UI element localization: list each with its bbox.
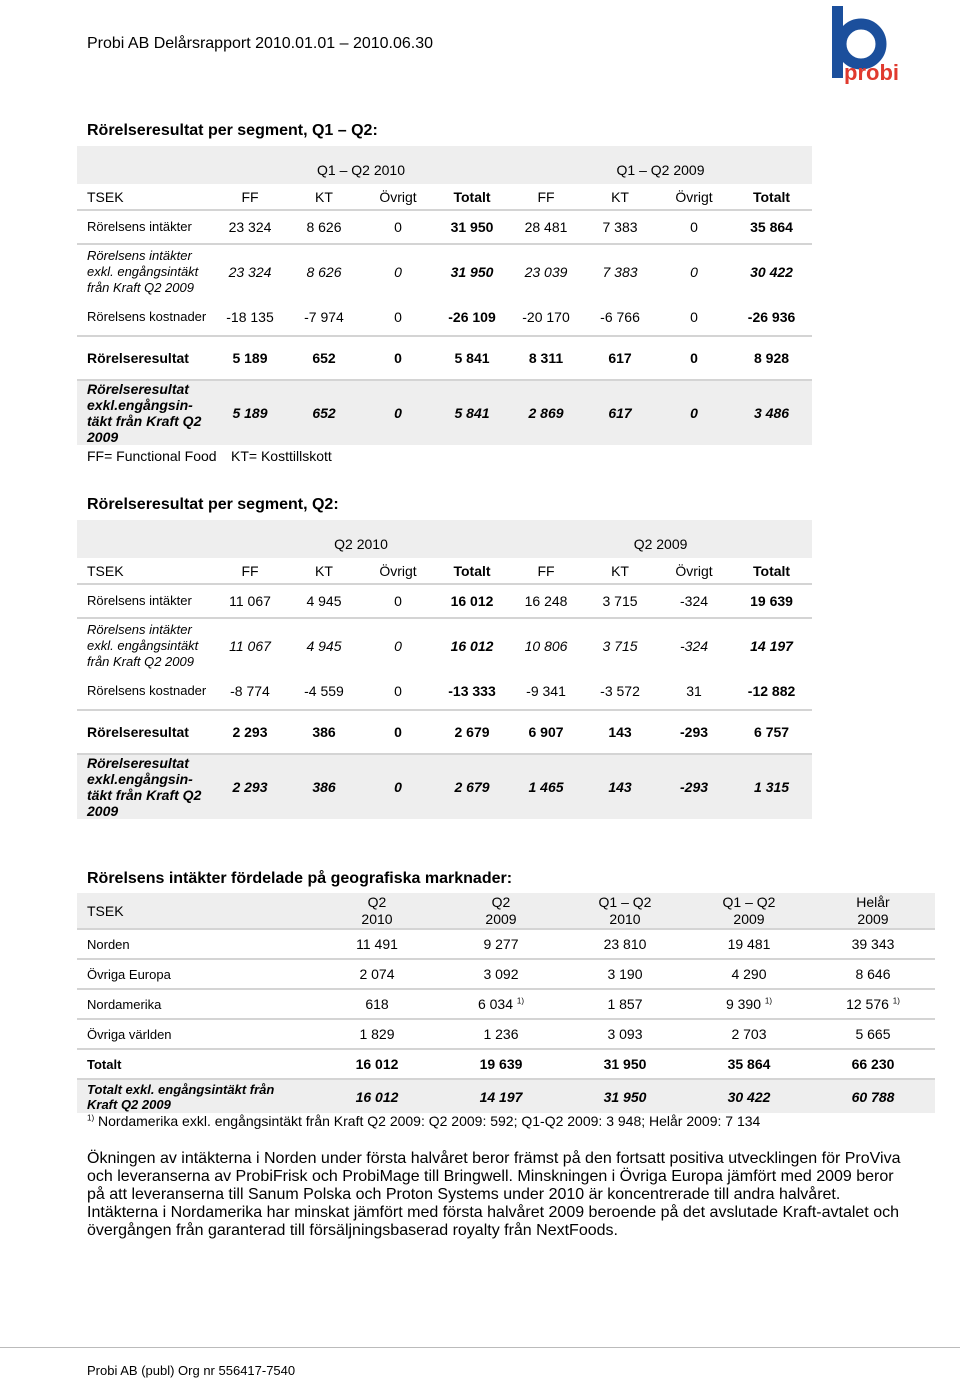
column-header: Q2 2009	[439, 893, 563, 929]
table-cell: 0	[361, 380, 435, 445]
table-cell: 23 324	[228, 263, 272, 280]
table-cell: 2 869	[509, 380, 583, 445]
table-cell: 31	[657, 672, 731, 710]
table-cell: 28 481	[509, 210, 583, 244]
table-cell: 11 067	[213, 584, 287, 618]
footer-text: Probi AB (publ) Org nr 556417-7540	[87, 1363, 296, 1378]
table-cell: -12 882	[731, 672, 812, 710]
table-cell: 652	[287, 336, 361, 380]
table-cell: 0	[361, 336, 435, 380]
table-cell: 0	[657, 210, 731, 244]
table-cell: 386	[287, 710, 361, 754]
table-cell: 4 290	[687, 959, 811, 989]
table-row	[77, 380, 812, 445]
table-cell: 2 679	[435, 754, 509, 819]
table-cell: 2 293	[213, 710, 287, 754]
table-cell: 143	[583, 754, 657, 819]
table-cell: 19 481	[687, 929, 811, 959]
table-cell: 652	[287, 380, 361, 445]
column-header: Totalt	[731, 184, 812, 210]
table-cell: 5 841	[435, 336, 509, 380]
table-cell: 6 907	[509, 710, 583, 754]
segment-table-q2	[77, 520, 812, 819]
column-header: FF	[509, 558, 583, 584]
table-cell: 0	[394, 263, 402, 280]
column-header: Q1 – Q2 2009	[687, 893, 811, 929]
table-cell: 3 715	[583, 584, 657, 618]
table-cell: 66 230	[811, 1049, 935, 1079]
table-cell: 31 950	[563, 1049, 687, 1079]
table-cell: -13 333	[435, 672, 509, 710]
column-header: KT	[583, 558, 657, 584]
table-cell: 1 236	[439, 1019, 563, 1049]
probi-logo-icon	[828, 4, 912, 84]
row-label: Rörelsens kostnader	[77, 298, 213, 336]
row-label: Rörelsens kostnader	[77, 672, 213, 710]
table-cell: -6 766	[583, 298, 657, 336]
table-cell: 0	[361, 584, 435, 618]
column-header: Totalt	[731, 558, 812, 584]
table-row	[77, 672, 812, 710]
row-label: Totalt exkl. engångsintäkt från Kraft Q2 2009	[77, 1079, 315, 1113]
logo-wordmark: probi	[844, 60, 899, 84]
table-row	[77, 244, 812, 298]
section-title-geo: Rörelsens intäkter fördelade på geografiska marknader:	[87, 870, 513, 887]
table-row	[77, 754, 812, 819]
table-cell: 617	[583, 380, 657, 445]
table-cell: 0	[657, 298, 731, 336]
column-header: FF	[213, 184, 287, 210]
table-row	[77, 1049, 935, 1079]
table-cell: 7 383	[583, 210, 657, 244]
row-label: Rörelseresultat	[77, 710, 213, 754]
table-cell: 4 945	[306, 637, 342, 654]
table-cell: 2 293	[213, 754, 287, 819]
table-cell: -7 974	[287, 298, 361, 336]
table-cell: 0	[657, 380, 731, 445]
table-cell: 16 012	[315, 1079, 439, 1113]
period-header-1: Q2 2010	[213, 520, 509, 558]
table-cell: 12 576 $^{1)}$	[811, 989, 935, 1019]
table-cell: -293	[657, 710, 731, 754]
table-cell: 1 829	[315, 1019, 439, 1049]
table-cell: 31 950	[435, 210, 509, 244]
table-cell: 0	[361, 672, 435, 710]
table-cell: 35 864	[687, 1049, 811, 1079]
column-header: Övrigt	[361, 558, 435, 584]
footnote-ref: 1)	[892, 996, 900, 1006]
table-cell: 16 012	[450, 637, 494, 654]
table-cell: 16 248	[509, 584, 583, 618]
table-cell: 19 639	[731, 584, 812, 618]
column-header: Övrigt	[361, 184, 435, 210]
table-cell: 19 639	[439, 1049, 563, 1079]
table-cell: -324	[680, 637, 709, 654]
row-label: Övriga Europa	[77, 959, 315, 989]
segment-table-q1q2	[77, 146, 812, 445]
table-cell: 618	[315, 989, 439, 1019]
table-cell: 8 646	[811, 959, 935, 989]
table-cell: 8 626	[287, 210, 361, 244]
table-row	[77, 298, 812, 336]
table-cell: 8 311	[509, 336, 583, 380]
row-label: Rörelseresultat	[77, 336, 213, 380]
footnote-ff: FF= Functional Food	[87, 448, 217, 464]
table-cell: 14 197	[439, 1079, 563, 1113]
column-header: Totalt	[435, 184, 509, 210]
table-cell: 3 486	[731, 380, 812, 445]
table-cell: 10 806	[524, 637, 568, 654]
row-label: Rörelsens intäkter	[77, 584, 213, 618]
table-cell: -3 572	[583, 672, 657, 710]
table-cell: 11 067	[229, 637, 271, 654]
table-cell: 11 491	[315, 929, 439, 959]
column-header: TSEK	[77, 558, 213, 584]
table-cell: -293	[657, 754, 731, 819]
row-label: Rörelsens intäkter exkl. engångsintäkt från Kraft Q2 2009	[87, 621, 199, 669]
table-cell: 31 950	[563, 1079, 687, 1113]
table-cell: -8 774	[213, 672, 287, 710]
column-header: TSEK	[77, 184, 213, 210]
table-cell: 35 864	[731, 210, 812, 244]
column-header: KT	[583, 184, 657, 210]
table-cell: 6 034 $^{1)}$	[439, 989, 563, 1019]
table-cell: 0	[361, 710, 435, 754]
table-cell: 0	[690, 263, 698, 280]
table-cell: 16 012	[315, 1049, 439, 1079]
column-header: KT	[287, 184, 361, 210]
footnote-ref: 1)	[764, 996, 773, 1006]
row-label: Rörelseresultat exkl.engångsin-täkt från Kraft Q2 2009	[77, 754, 213, 819]
table-row	[77, 710, 812, 754]
table-cell: 1 465	[509, 754, 583, 819]
table-cell: 14 197	[750, 637, 793, 654]
table-cell: 0	[361, 754, 435, 819]
table-cell: 617	[583, 336, 657, 380]
table-row	[77, 1079, 935, 1113]
table-cell: 3 190	[563, 959, 687, 989]
table-cell: 0	[394, 637, 402, 654]
footer-divider	[0, 1347, 960, 1348]
table-cell: 4 945	[287, 584, 361, 618]
table-cell: 5 665	[811, 1019, 935, 1049]
table-row	[77, 1019, 935, 1049]
column-header: FF	[509, 184, 583, 210]
row-label: Övriga världen	[77, 1019, 315, 1049]
table-cell: 2 703	[687, 1019, 811, 1049]
table-cell: 143	[583, 710, 657, 754]
table-cell: -9 341	[509, 672, 583, 710]
table-cell: 30 422	[687, 1079, 811, 1113]
column-header: Övrigt	[657, 558, 731, 584]
table-cell: 6 757	[731, 710, 812, 754]
section-title-seg-q2: Rörelseresultat per segment, Q2:	[87, 496, 339, 513]
table-cell: 3 092	[439, 959, 563, 989]
column-header: TSEK	[77, 893, 315, 929]
table-cell: 23 810	[563, 929, 687, 959]
table-cell: 1 857	[563, 989, 687, 1019]
column-header: Helår 2009	[811, 893, 935, 929]
table-row	[77, 210, 812, 244]
table-cell: -18 135	[213, 298, 287, 336]
period-header-2: Q1 – Q2 2009	[509, 146, 812, 184]
table-cell: 386	[287, 754, 361, 819]
table-row	[77, 959, 935, 989]
footnote-kt: KT= Kosttillskott	[231, 448, 332, 464]
footnote-ref: 1)	[516, 996, 525, 1006]
column-header: KT	[287, 558, 361, 584]
row-label: Nordamerika	[77, 989, 315, 1019]
table-cell: 0	[361, 298, 435, 336]
geo-footnote-text: Nordamerika exkl. engångsintäkt från Kraft Q2 2009: Q2 2009: 592; Q1-Q2 2009: 3 948; Helår 2009: 7 134	[98, 1113, 761, 1129]
column-header: Q1 – Q2 2010	[563, 893, 687, 929]
table-cell: 9 277	[439, 929, 563, 959]
table-cell: 5 841	[435, 380, 509, 445]
table-row	[77, 929, 935, 959]
geo-footnote	[87, 1113, 760, 1129]
table-row	[77, 618, 812, 672]
table-cell: 31 950	[450, 263, 494, 280]
geographic-table	[77, 893, 935, 1113]
table-cell: 5 189	[213, 336, 287, 380]
table-cell: -324	[657, 584, 731, 618]
table-cell: 3 715	[602, 637, 638, 654]
table-cell: 23 324	[213, 210, 287, 244]
table-cell: 39 343	[811, 929, 935, 959]
table-cell: 5 189	[213, 380, 287, 445]
table-cell: 2 679	[435, 710, 509, 754]
column-header: Q2 2010	[315, 893, 439, 929]
period-header-2: Q2 2009	[509, 520, 812, 558]
period-header-1: Q1 – Q2 2010	[213, 146, 509, 184]
column-header: FF	[213, 558, 287, 584]
table-cell: -4 559	[287, 672, 361, 710]
column-header: Totalt	[435, 558, 509, 584]
table-cell: 2 074	[315, 959, 439, 989]
table-cell: -26 109	[435, 298, 509, 336]
table-cell: 30 422	[750, 263, 793, 280]
section-title-seg-q1q2: Rörelseresultat per segment, Q1 – Q2:	[87, 122, 378, 139]
table-cell: 60 788	[811, 1079, 935, 1113]
table-cell: 8 626	[306, 263, 342, 280]
table-cell: 16 012	[435, 584, 509, 618]
row-label: Norden	[77, 929, 315, 959]
table-cell: 0	[657, 336, 731, 380]
table-cell: 23 039	[524, 263, 568, 280]
table-cell: 3 093	[563, 1019, 687, 1049]
row-label: Rörelsens intäkter exkl. engångsintäkt från Kraft Q2 2009	[87, 247, 199, 295]
table-row	[77, 336, 812, 380]
table-cell: 7 383	[602, 263, 638, 280]
row-label: Rörelseresultat exkl.engångsin-täkt från Kraft Q2 2009	[77, 380, 213, 445]
table-cell: 1 315	[731, 754, 812, 819]
table-cell: 9 390 $^{1)}$	[687, 989, 811, 1019]
table-row	[77, 584, 812, 618]
table-cell: 0	[361, 210, 435, 244]
row-label: Totalt	[77, 1049, 315, 1079]
column-header: Övrigt	[657, 184, 731, 210]
body-paragraph: Ökningen av intäkterna i Norden under första halvåret beror främst på den fortsatt positiva utvecklingen för ProViva och leveranserna av ProbiFrisk och ProbiMage till Bringwell. Minskningen i Övriga Europa jämfört med 2009 beror på att leveranserna till Sanum Polska och Proton Systems under 2010 är koncentrerade till andra halvåret. Intäkterna i Nordamerika har minskat jämfört med första halvåret 2009 beroende på det avslutade Kraft-avtalet och övergången från garanterad till försäljningsbaserad royalty från NextFoods.	[87, 1150, 901, 1239]
table-cell: -20 170	[509, 298, 583, 336]
footnote-mark: 1)	[87, 1113, 95, 1123]
table-cell: 8 928	[731, 336, 812, 380]
table-cell: -26 936	[731, 298, 812, 336]
table-row	[77, 989, 935, 1019]
row-label: Rörelsens intäkter	[77, 210, 213, 244]
report-header-title: Probi AB Delårsrapport 2010.01.01 – 2010.06.30	[87, 35, 434, 52]
